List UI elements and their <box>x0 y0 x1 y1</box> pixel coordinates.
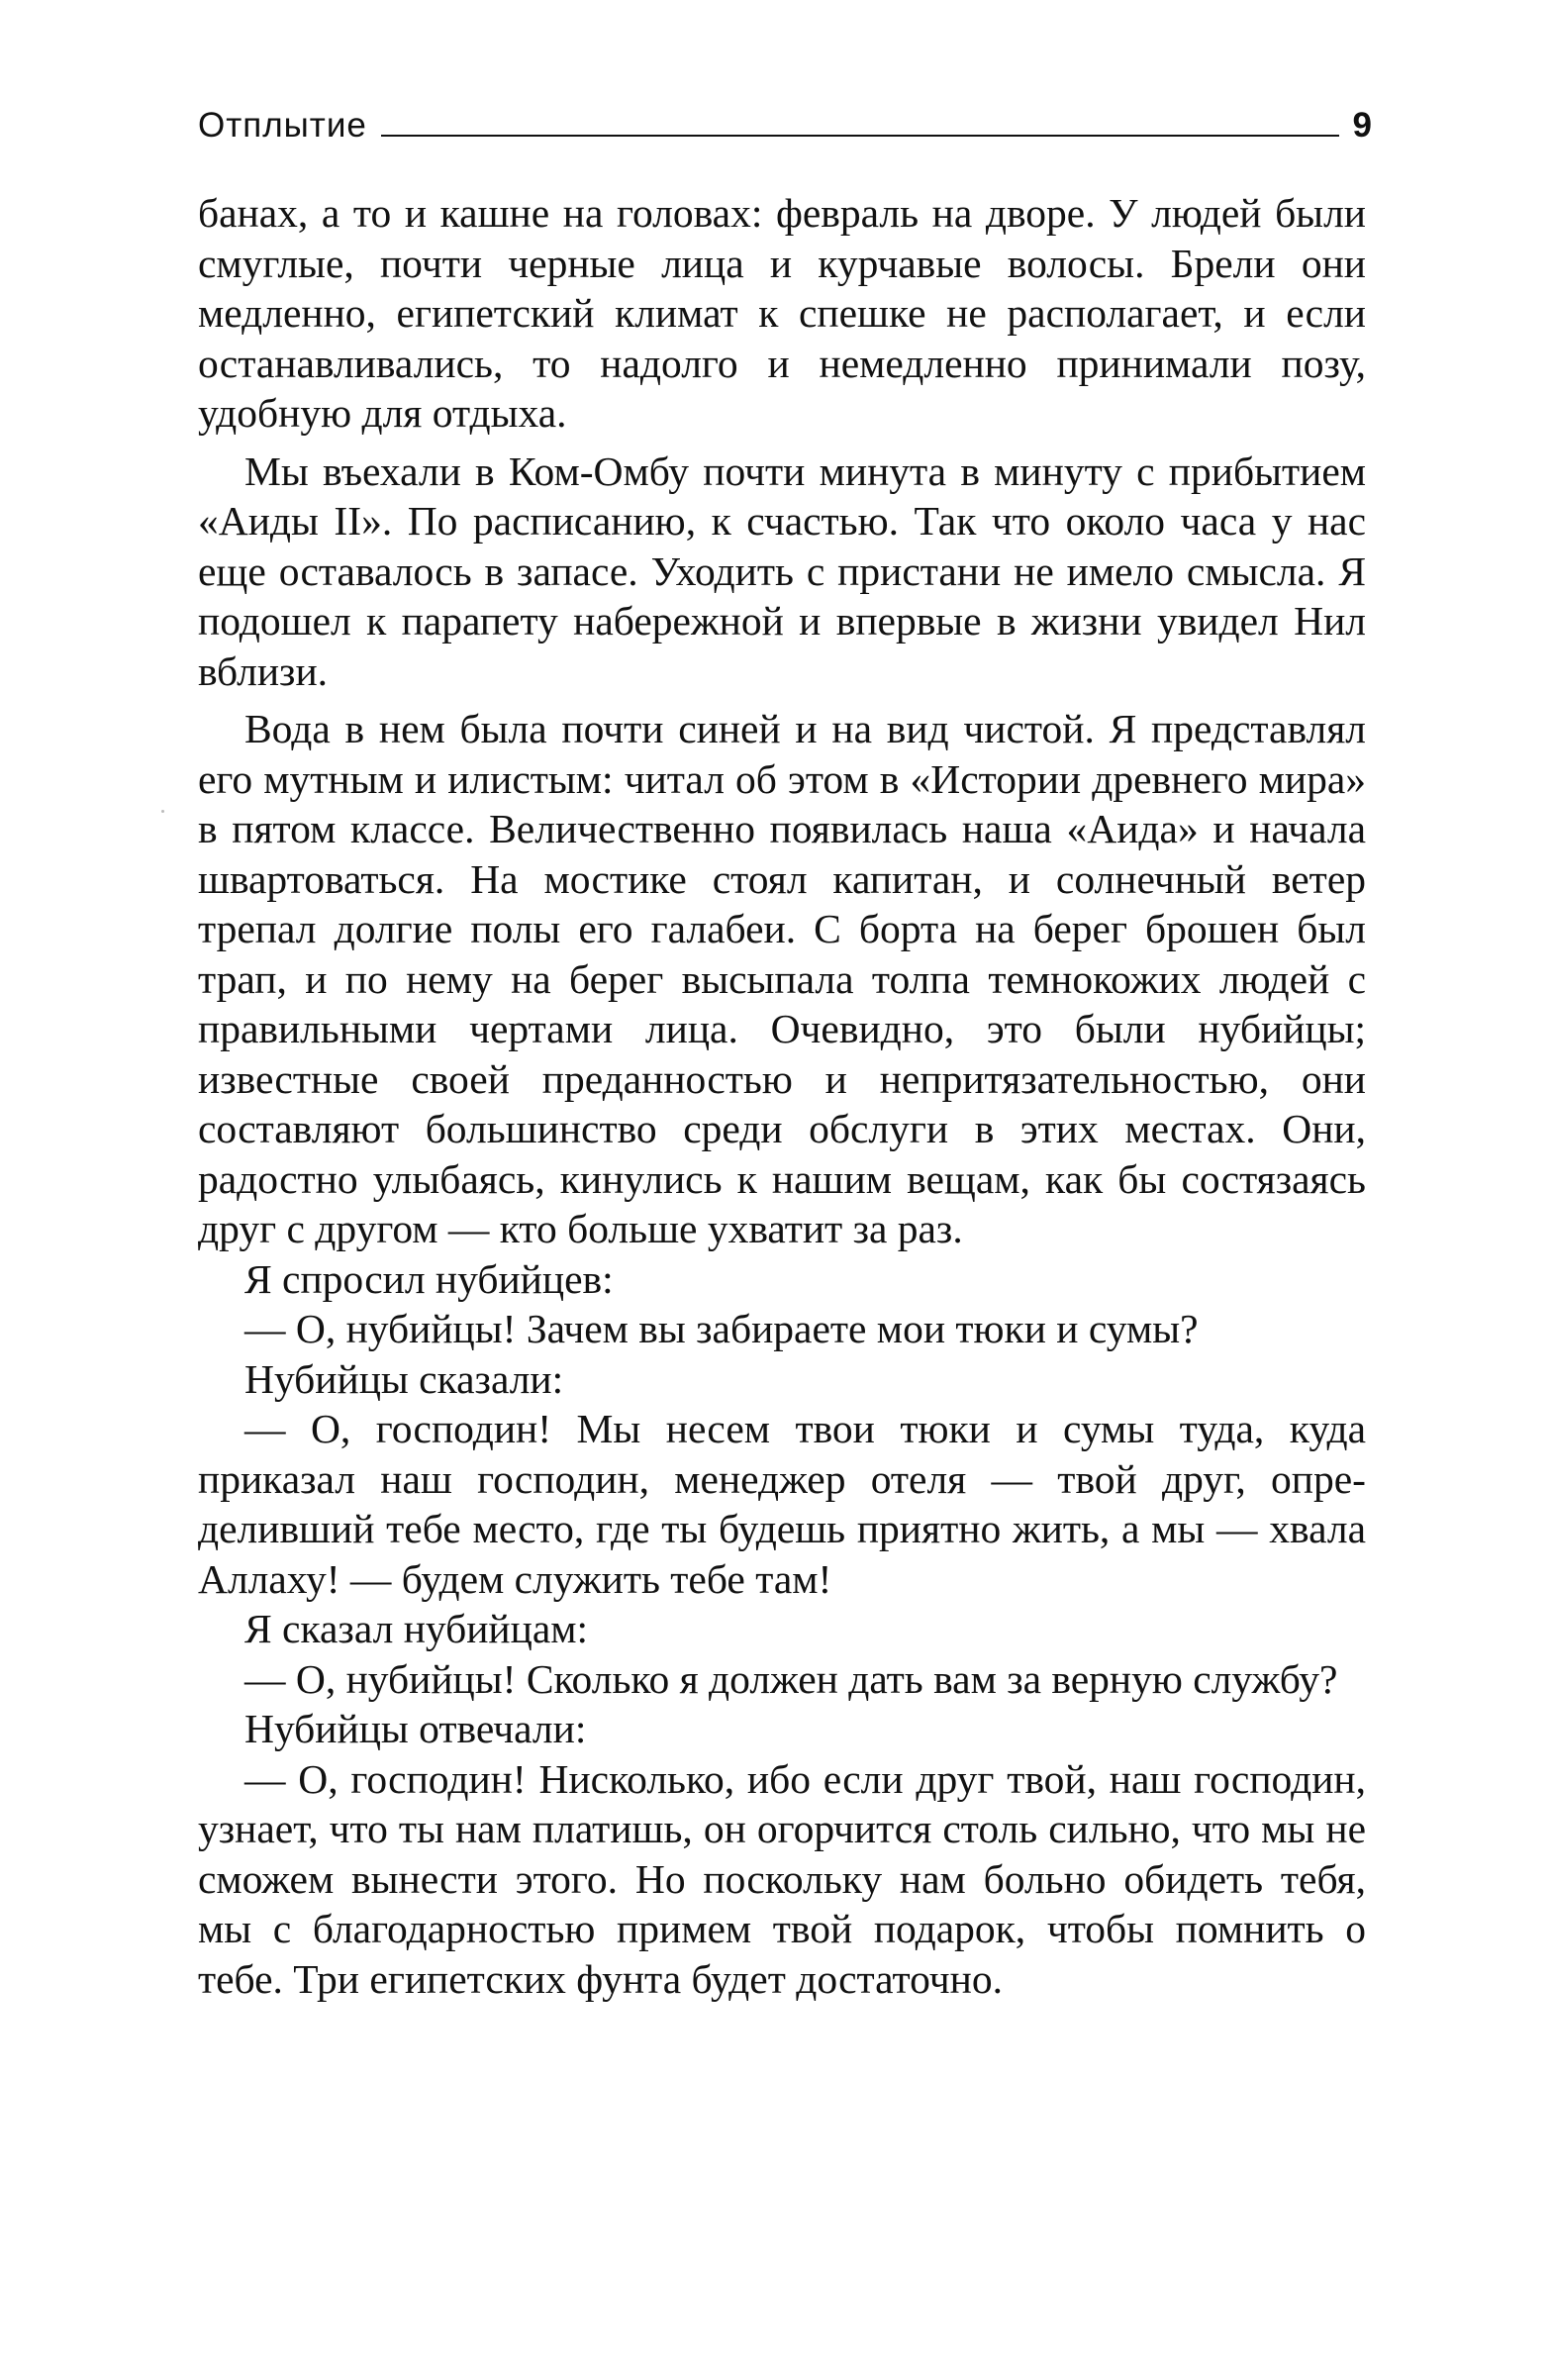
paragraph-7: — О, господин! Мы несем твои тюки и сумы туда, куда приказал наш господин, менеджер отеля — твой друг, определивший тебе место, где ты будешь приятно жить, а мы — хвала Аллаху! — будем служить тебе там! <box>198 1406 1366 1602</box>
paragraph-4: Я спросил нубийцев: <box>244 1255 614 1302</box>
running-header <box>198 97 1372 145</box>
paragraph-9: — О, нубийцы! Сколько я должен дать вам за верную службу? <box>244 1655 1338 1702</box>
header-rule <box>381 135 1339 137</box>
paragraph-5: — О, нубийцы! Зачем вы забираете мои тюки и сумы? <box>244 1306 1199 1351</box>
paragraph-10: Нубийцы отвечали: <box>244 1706 587 1751</box>
body-text <box>198 188 1366 2004</box>
paragraph-2: Мы въехали в Ком-Омбу почти минута в минуту с прибытием «Аиды II». По расписанию, к счастью. Так что около часа у нас еще оставалось в запасе. Уходить с пристани не имело смысла. Я подошел к парапету набережной и впервые в жизни увидел Нил вблизи. <box>198 447 1366 694</box>
paragraph-3: Вода в нем была почти синей и на вид чистой. Я представлял его мутным и илистым: читал об этом в «Истории древнего мира» в пятом классе. Величественно появилась наша «Аида» и начала швартоваться. На мостике стоял капитан, и солнечный ветер трепал долгие полы его галабеи. С борта на берег брошен был трап, и по нему на берег высыпала толпа темнокожих людей с правильными чертами лица. Очевидно, это были нубийцы; известные своей преданностью и непритязательностью, они составляют большинство среди обслуги в этих местах. Они, радостно улыбаясь, кинулись к нашим вещам, как бы состязаясь друг с другом — кто больше ухватит за раз. <box>198 706 1366 1251</box>
paragraph-11: — О, господин! Нисколько, ибо если друг твой, наш господин, узнает, что ты нам платишь, он огорчится столь сильно, что мы не сможем вынести этого. Но поскольку нам больно обидеть тебя, мы с благодарностью примем твой подарок, чтобы помнить о тебе. Три египетских фунта будет достаточно. <box>198 1755 1366 2002</box>
scan-speck <box>161 810 164 813</box>
page-number: 9 <box>1352 106 1372 145</box>
running-title: Отплытие <box>198 106 367 145</box>
paragraph-6: Нубийцы сказали: <box>244 1355 564 1402</box>
paragraph-8: Я сказал нубийцам: <box>244 1606 589 1651</box>
paragraph-1: банах, а то и кашне на головах: февраль на дворе. У людей были смуглые, почти черные лица и курчавые волосы. Брели они медленно, египетский климат к спешке не располагает, и если останавливались, то надолго и немедленно принимали позу, удобную для отдыха. <box>198 190 1366 436</box>
